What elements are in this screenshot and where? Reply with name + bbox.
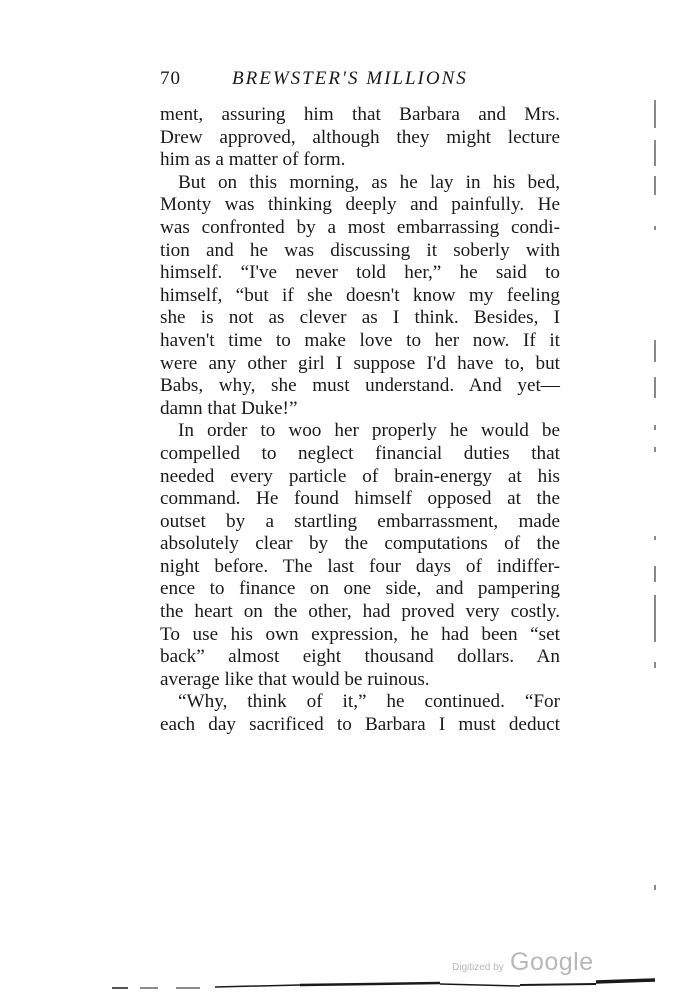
text-line: back” almost eight thousand dollars. An — [160, 646, 560, 668]
text-line: “Why, think of it,” he continued. “For — [178, 691, 560, 713]
text-line: Babs, why, she must understand. And yet— — [160, 375, 560, 397]
text-line: each day sacrificed to Barbara I must deduct — [160, 714, 560, 736]
page-number: 70 — [160, 68, 181, 89]
text-line: To use his own expression, he had been “set — [160, 623, 560, 645]
text-line: himself, “but if she doesn't know my feeling — [160, 284, 560, 306]
text-line: Monty was thinking deeply and painfully. He — [160, 194, 560, 216]
text-line: command. He found himself opposed at the — [160, 488, 560, 510]
text-line: compelled to neglect financial duties that — [160, 442, 560, 464]
text-line: In order to woo her properly he would be — [178, 420, 560, 442]
text-line: were any other girl I suppose I'd have to, but — [160, 352, 560, 374]
text-line: himself. “I've never told her,” he said to — [160, 262, 560, 284]
text-line: damn that Duke!” — [160, 397, 298, 419]
text-line: But on this morning, as he lay in his bed, — [178, 171, 560, 193]
google-logo: Google — [510, 948, 594, 976]
watermark-prefix: Digitized by — [452, 962, 504, 973]
text-line: him as a matter of form. — [160, 149, 346, 171]
text-line: outset by a startling embarrassment, made — [160, 510, 560, 532]
digitized-watermark — [452, 950, 602, 980]
text-line: the heart on the other, had proved very costly. — [160, 601, 560, 623]
text-line: ment, assuring him that Barbara and Mrs. — [160, 104, 560, 125]
text-line: haven't time to make love to her now. If it — [160, 329, 560, 351]
text-line: Drew approved, although they might lecture — [160, 126, 560, 148]
text-line: tion and he was discussing it soberly with — [160, 239, 560, 261]
text-line: was confronted by a most embarrassing condi- — [160, 216, 560, 238]
text-line: ence to finance on one side, and pampering — [160, 578, 560, 600]
bottom-edge-shadow — [112, 980, 655, 988]
text-line: she is not as clever as I think. Besides, I — [160, 307, 560, 329]
text-line: needed every particle of brain-energy at his — [160, 465, 560, 487]
running-title: BREWSTER'S MILLIONS — [232, 68, 468, 89]
text-line: average like that would be ruinous. — [160, 668, 430, 690]
text-line: absolutely clear by the computations of the — [160, 533, 560, 555]
text-line: night before. The last four days of indiffer- — [160, 555, 560, 577]
